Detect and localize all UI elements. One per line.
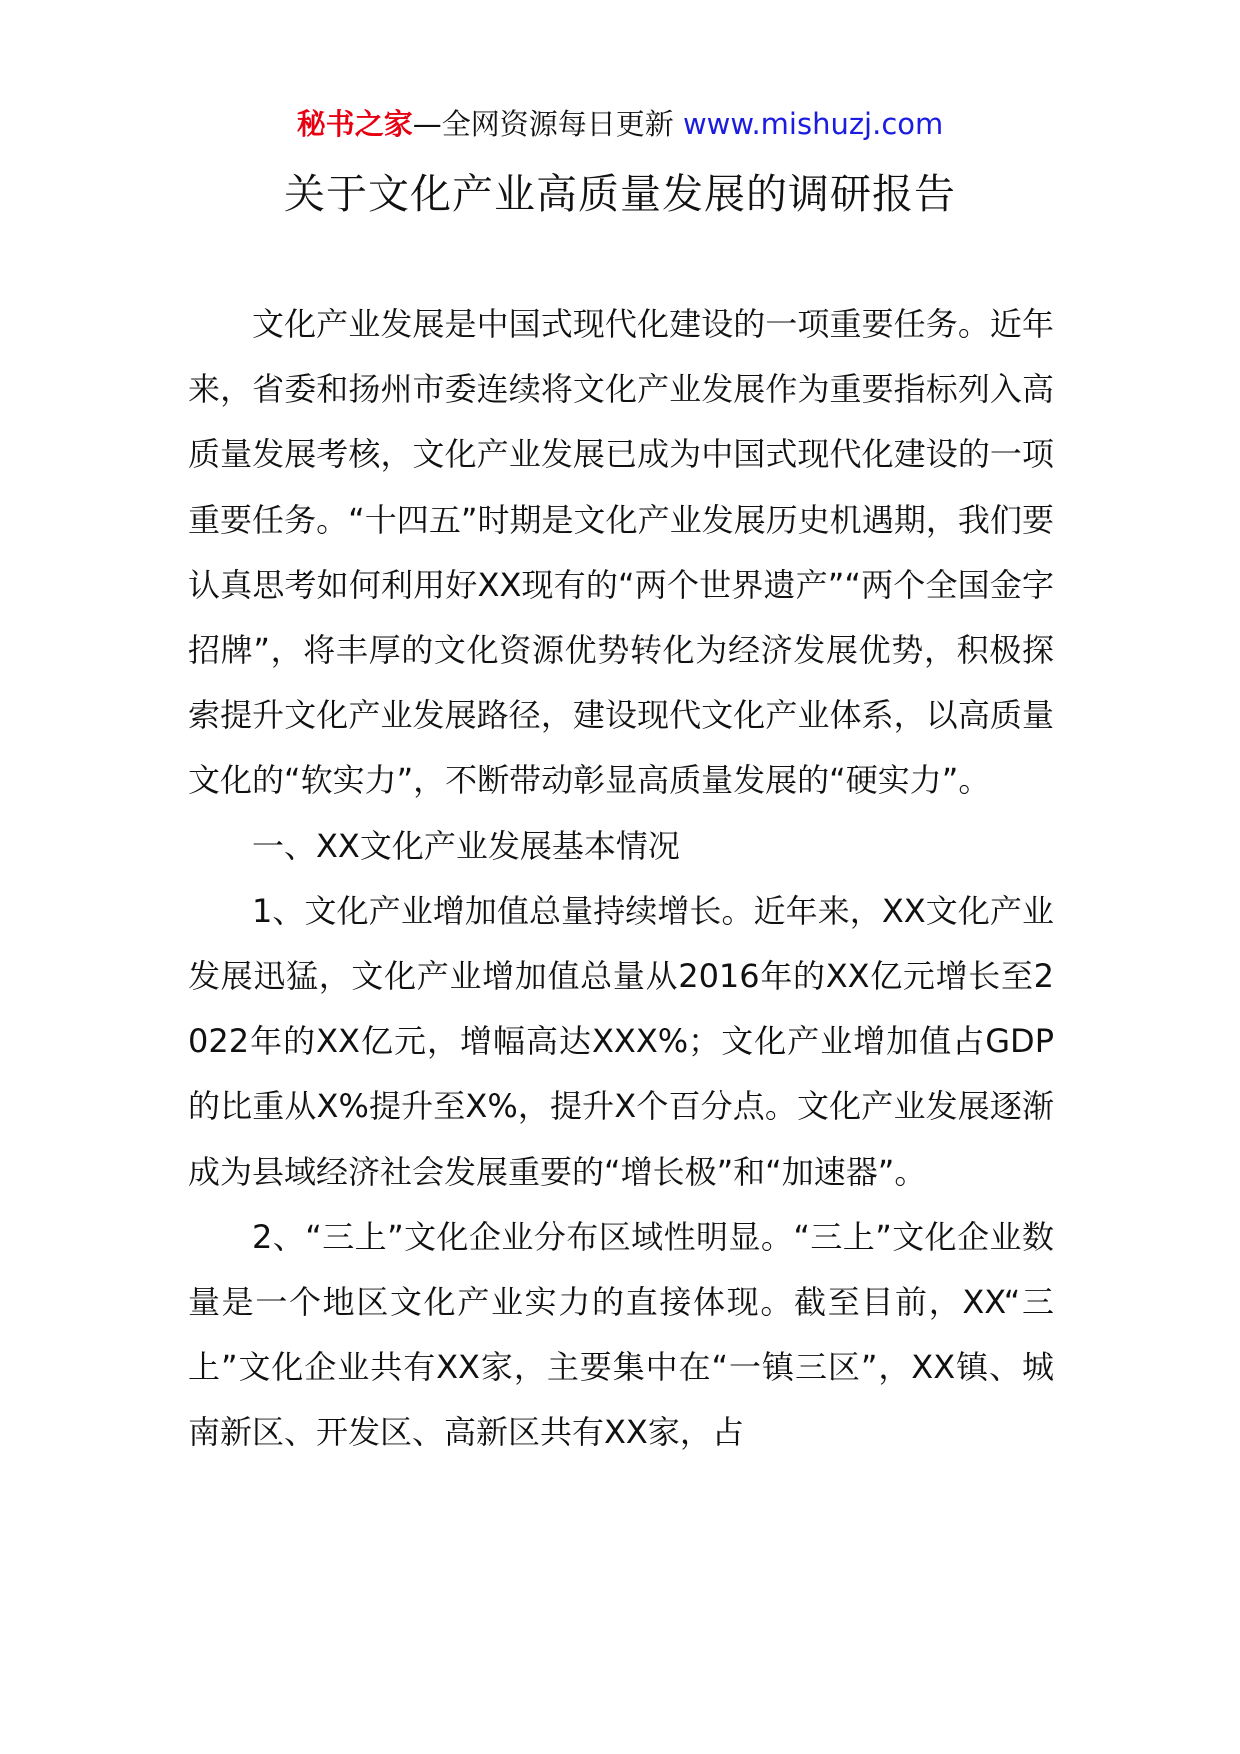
brand-name: 秘书之家	[296, 107, 413, 141]
site-header	[0, 104, 1240, 144]
document-title: 关于文化产业高质量发展的调研报告	[284, 170, 956, 218]
document-body	[188, 292, 1054, 1466]
point-2-paragraph: 2、“三上”文化企业分布区域性明显。“三上”文化企业数量是一个地区文化产业实力的直接体现。截至目前，XX“三上”文化企业共有XX家，主要集中在“一镇三区”，XX镇、城南新区、开发区、高新区共有XX家，占	[188, 1217, 1054, 1452]
site-url-link[interactable]: www.mishuzj.com	[682, 107, 944, 141]
point-1-paragraph: 1、文化产业增加值总量持续增长。近年来，XX文化产业发展迅猛，文化产业增加值总量从2016年的XX亿元增长至2022年的XX亿元，增幅高达XXX%；文化产业增加值占GDP的比重从X%提升至X%，提升X个百分点。文化产业发展逐渐成为县域经济社会发展重要的“增长极”和“加速器”。	[188, 891, 1054, 1191]
intro-paragraph: 文化产业发展是中国式现代化建设的一项重要任务。近年来，省委和扬州市委连续将文化产业发展作为重要指标列入高质量发展考核，文化产业发展已成为中国式现代化建设的一项重要任务。“十四五”时期是文化产业发展历史机遇期，我们要认真思考如何利用好XX现有的“两个世界遗产”“两个全国金字招牌”，将丰厚的文化资源优势转化为经济发展优势，积极探索提升文化产业发展路径，建设现代文化产业体系，以高质量文化的“软实力”，不断带动彰显高质量发展的“硬实力”。	[188, 305, 1054, 800]
header-tagline: —全网资源每日更新	[412, 107, 674, 141]
section-heading: 一、XX文化产业发展基本情况	[252, 826, 680, 865]
